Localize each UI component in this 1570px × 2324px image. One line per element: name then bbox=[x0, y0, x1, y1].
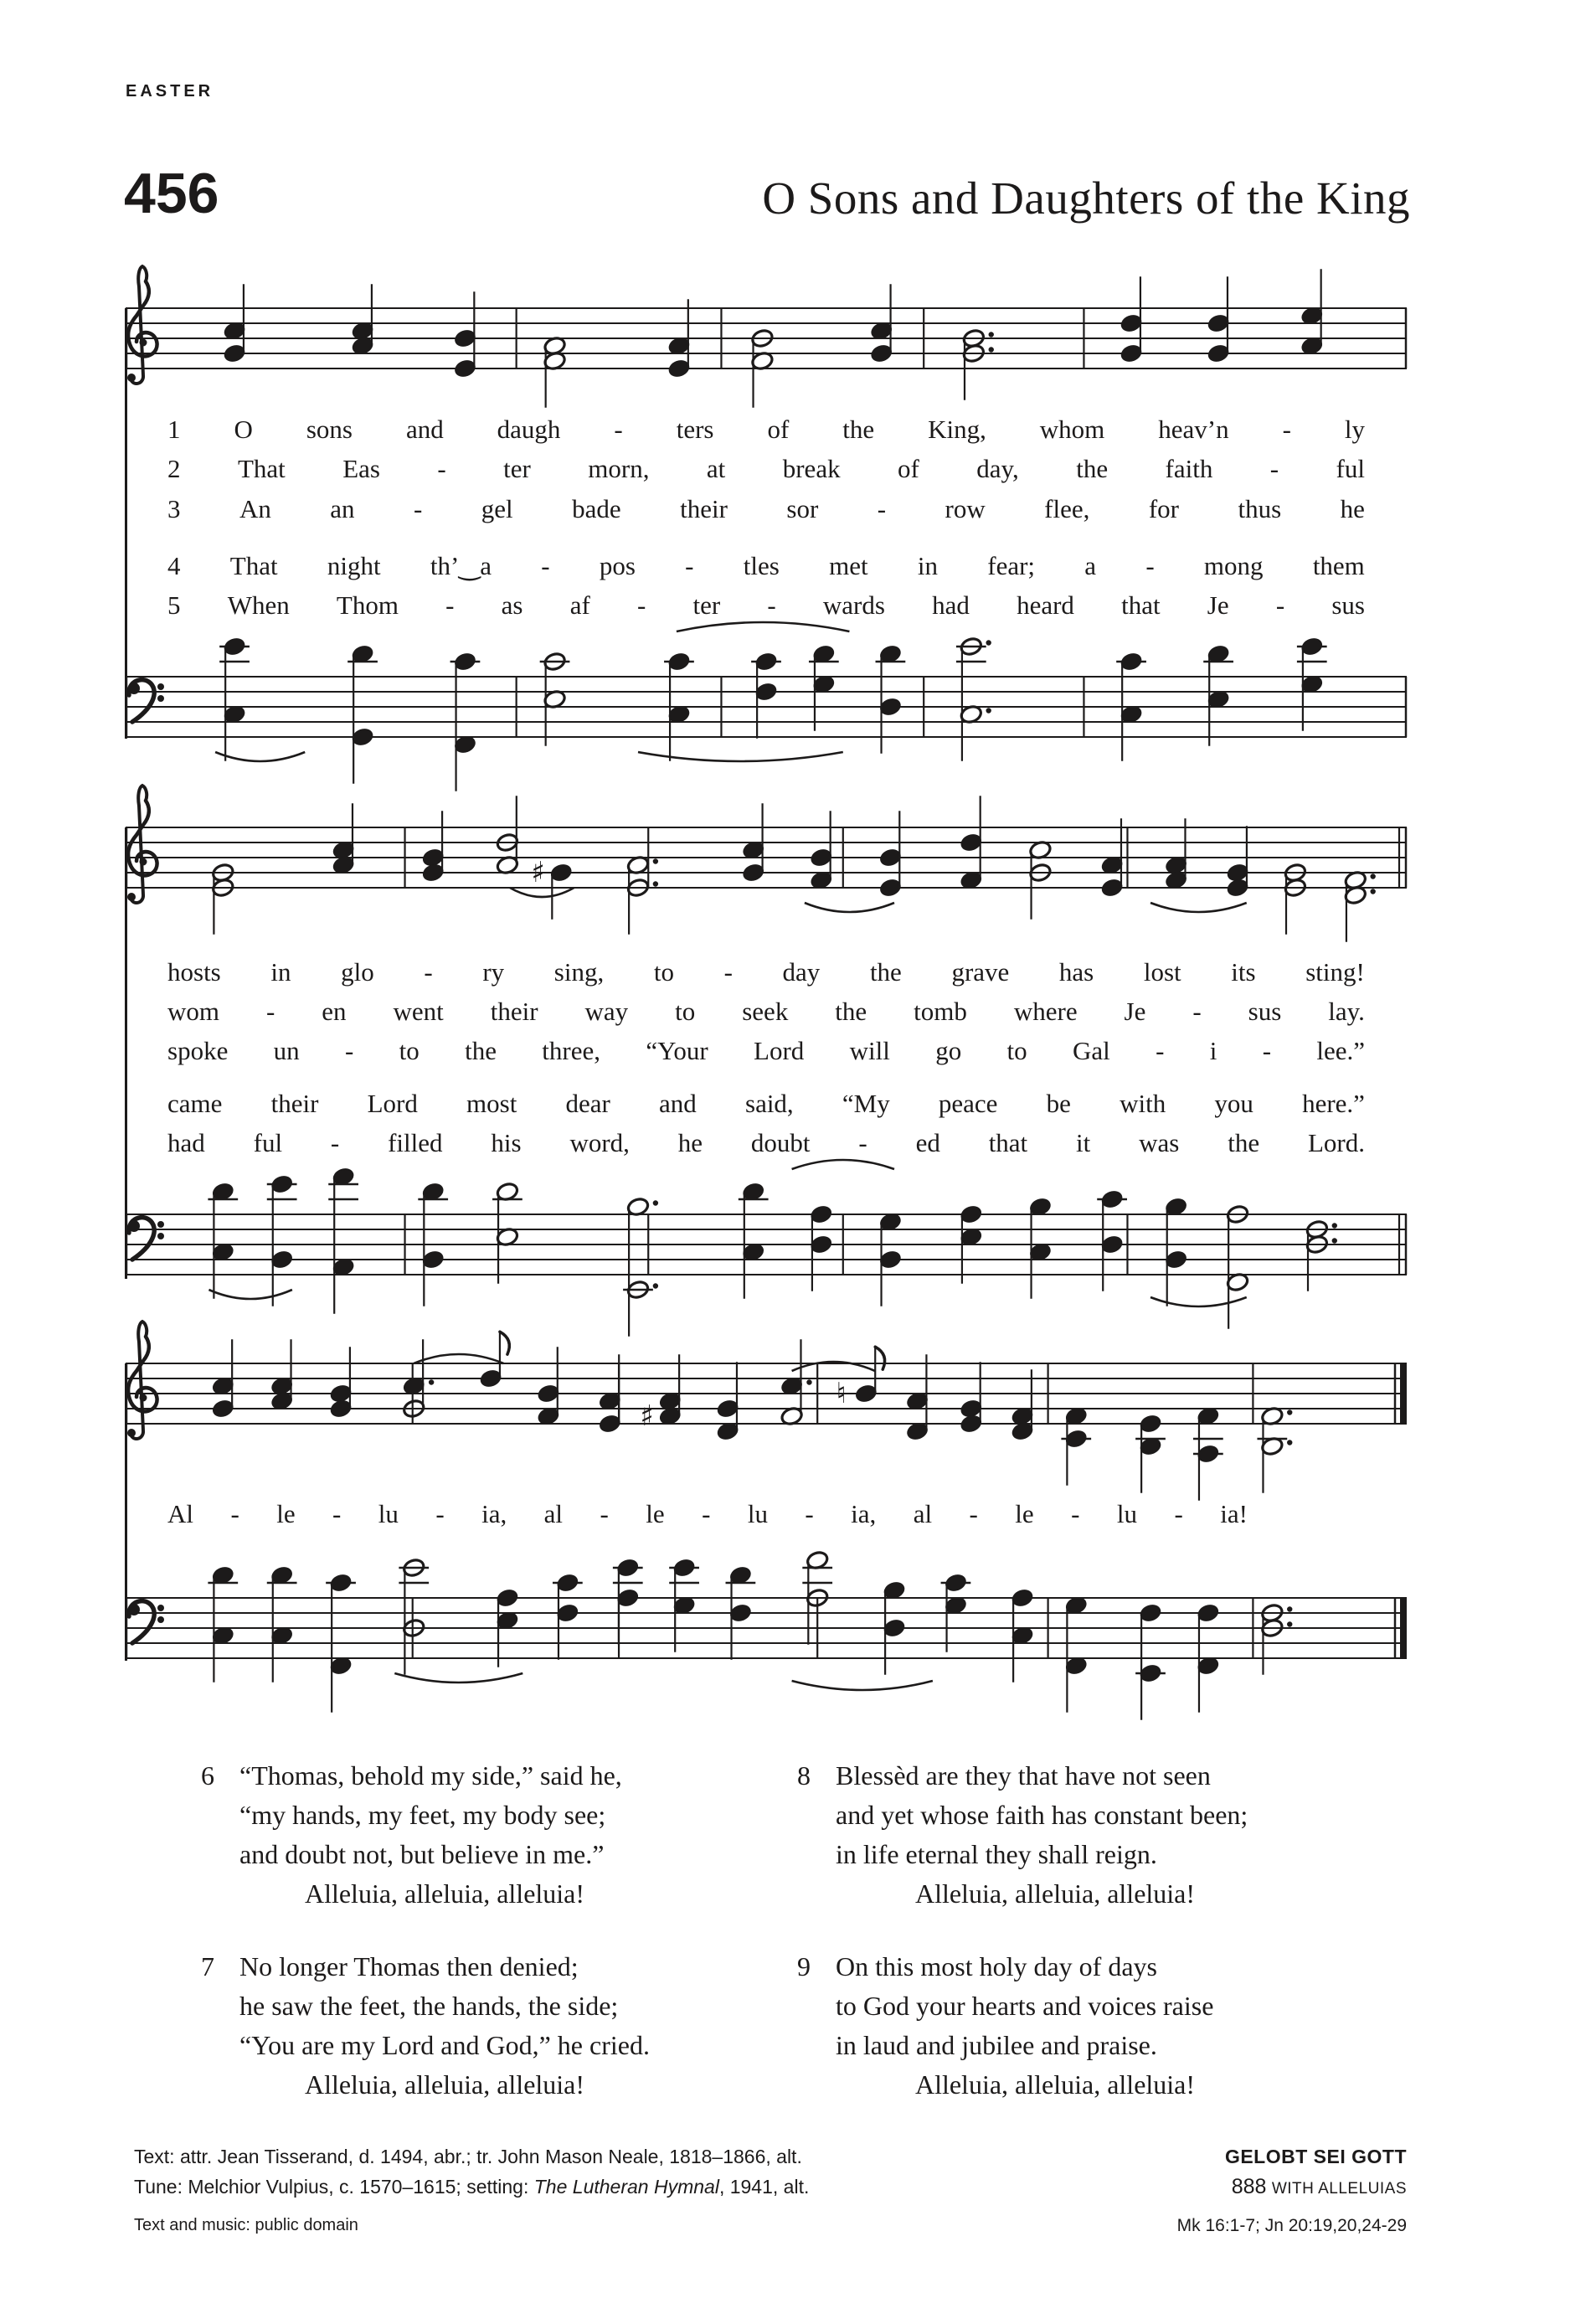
lyric-token: sons bbox=[306, 415, 353, 444]
lyric-token: a bbox=[1084, 551, 1097, 580]
lyric-token: wards bbox=[822, 590, 885, 620]
rights-notice: Text and music: public domain bbox=[134, 2216, 358, 2234]
lyric-token: 5 bbox=[167, 590, 181, 620]
lyric-token: ia! bbox=[1220, 1499, 1248, 1528]
lyric-token: heard bbox=[1017, 590, 1074, 620]
lyric-token: ful bbox=[1336, 454, 1365, 483]
lyric-token: “My bbox=[842, 1089, 890, 1118]
verse-7 bbox=[201, 1947, 675, 2105]
lyric-token: day bbox=[782, 957, 821, 987]
lyric-token: bade bbox=[572, 494, 621, 523]
lyric-token: the bbox=[869, 957, 902, 987]
lyric-token: the bbox=[842, 415, 875, 444]
lyric-token: thus bbox=[1238, 494, 1282, 523]
lyric-token: the bbox=[465, 1036, 497, 1065]
lyric-token: his bbox=[491, 1128, 522, 1157]
lyric-token: en bbox=[322, 997, 347, 1026]
lyric-line-verse-5b bbox=[167, 1128, 1365, 1158]
lyric-line-verse-1 bbox=[167, 415, 1365, 445]
verse-refrain: Alleluia, alleluia, alleluia! bbox=[914, 1878, 1196, 1909]
lyric-token: of bbox=[767, 415, 790, 444]
text-credit: Text: attr. Jean Tisserand, d. 1494, abr.; tr. John Mason Neale, 1818–1866, alt. bbox=[134, 2146, 802, 2167]
lyric-token: night bbox=[327, 551, 381, 580]
lyric-token: dear bbox=[565, 1089, 610, 1118]
lyric-token: to bbox=[399, 1036, 420, 1065]
lyric-token: sus bbox=[1248, 997, 1282, 1026]
verse-line: in laud and jubilee and praise. bbox=[836, 2030, 1157, 2060]
lyric-token: - bbox=[767, 590, 776, 620]
verse-line: On this most holy day of days bbox=[836, 1951, 1157, 1981]
verse-8 bbox=[797, 1756, 1300, 1914]
hymn-number: 456 bbox=[124, 162, 219, 225]
lyric-token: here.” bbox=[1302, 1089, 1365, 1118]
lyric-token: - bbox=[614, 415, 623, 444]
lyric-token: go bbox=[935, 1036, 962, 1065]
lyric-token: their bbox=[270, 1089, 319, 1118]
lyric-token: lu bbox=[1116, 1499, 1137, 1528]
lyric-token: and bbox=[405, 415, 444, 444]
lyric-token: fear; bbox=[987, 551, 1036, 580]
lyric-token: mong bbox=[1203, 551, 1264, 580]
lyric-token: Thom bbox=[336, 590, 399, 620]
lyric-token: three, bbox=[542, 1036, 601, 1065]
verse-refrain: Alleluia, alleluia, alleluia! bbox=[914, 2069, 1196, 2100]
lyric-token: that bbox=[988, 1128, 1028, 1157]
lyric-token: - bbox=[1156, 1036, 1165, 1065]
lyric-token: ters bbox=[676, 415, 714, 444]
lyric-token: ed bbox=[915, 1128, 940, 1157]
lyric-token: i bbox=[1209, 1036, 1217, 1065]
lyric-line-verse-4b bbox=[167, 1089, 1365, 1119]
lyric-token: Je bbox=[1207, 590, 1229, 620]
lyric-token: ter bbox=[692, 590, 721, 620]
lyric-token: Lord bbox=[367, 1089, 418, 1118]
lyric-token: lay. bbox=[1328, 997, 1365, 1026]
lyric-token: - bbox=[424, 957, 433, 987]
lyric-token: in bbox=[917, 551, 938, 580]
lyric-line-verse-1b bbox=[167, 957, 1365, 987]
lyric-token: - bbox=[636, 590, 646, 620]
tune-name: GELOBT SEI GOTT bbox=[1224, 2146, 1407, 2167]
lyric-token: O bbox=[234, 415, 253, 444]
lyric-token: - bbox=[332, 1499, 342, 1528]
lyric-token: - bbox=[1262, 1036, 1272, 1065]
verse-line: in life eternal they shall reign. bbox=[836, 1839, 1157, 1869]
lyric-token: had bbox=[167, 1128, 205, 1157]
tune-credit: Tune: Melchior Vulpius, c. 1570–1615; setting: The Lutheran Hymnal, 1941, alt. bbox=[134, 2176, 810, 2198]
lyric-token: 4 bbox=[167, 551, 181, 580]
lyric-token: le bbox=[276, 1499, 296, 1528]
lyric-token: Lord. bbox=[1307, 1128, 1365, 1157]
lyric-token: with bbox=[1120, 1089, 1166, 1118]
lyric-line-alleluia bbox=[167, 1499, 1248, 1529]
lyric-token: lu bbox=[378, 1499, 399, 1528]
lyric-token: That bbox=[237, 454, 286, 483]
lyric-token: peace bbox=[938, 1089, 998, 1118]
lyric-line-verse-2b bbox=[167, 997, 1365, 1027]
lyric-token: you bbox=[1214, 1089, 1253, 1118]
lyric-token: has bbox=[1058, 957, 1094, 987]
lyric-token: said, bbox=[745, 1089, 794, 1118]
lyric-token: - bbox=[1145, 551, 1155, 580]
lyric-token: he bbox=[677, 1128, 703, 1157]
lyric-token: lu bbox=[747, 1499, 768, 1528]
lyric-token: ter bbox=[503, 454, 531, 483]
lyric-token: them bbox=[1312, 551, 1365, 580]
verse-refrain: Alleluia, alleluia, alleluia! bbox=[304, 1878, 585, 1909]
lyric-token: - bbox=[1282, 415, 1291, 444]
lyric-token: - bbox=[437, 454, 446, 483]
lyric-token: for bbox=[1148, 494, 1179, 523]
lyric-token: le bbox=[646, 1499, 665, 1528]
lyric-token: - bbox=[445, 590, 455, 620]
lyric-token: it bbox=[1076, 1128, 1091, 1157]
lyric-token: al bbox=[913, 1499, 933, 1528]
lyric-token: went bbox=[393, 997, 444, 1026]
verse-line: No longer Thomas then denied; bbox=[239, 1951, 579, 1981]
verse-line: “my hands, my feet, my body see; bbox=[239, 1800, 606, 1830]
lyric-line-verse-5 bbox=[167, 590, 1365, 621]
lyric-token: un bbox=[273, 1036, 300, 1065]
lyric-token: seek bbox=[742, 997, 789, 1026]
lyric-token: - bbox=[702, 1499, 711, 1528]
lyric-token: the bbox=[1228, 1128, 1260, 1157]
lyric-token: row bbox=[945, 494, 986, 523]
lyric-token: Lord bbox=[754, 1036, 805, 1065]
treble-staff-system-2 bbox=[117, 769, 1423, 987]
lyric-token: - bbox=[805, 1499, 814, 1528]
lyric-token: - bbox=[877, 494, 887, 523]
verse-number: 6 bbox=[201, 1760, 214, 1791]
lyric-token: that bbox=[1121, 590, 1161, 620]
hymn-title: O Sons and Daughters of the King bbox=[762, 173, 1410, 224]
lyric-token: the bbox=[1076, 454, 1109, 483]
lyric-token: ly bbox=[1344, 415, 1365, 444]
lyric-token: sting! bbox=[1305, 957, 1365, 987]
verse-refrain: Alleluia, alleluia, alleluia! bbox=[304, 2069, 585, 2100]
lyric-token: sor bbox=[786, 494, 819, 523]
verse-line: Blessèd are they that have not seen bbox=[836, 1760, 1211, 1791]
lyric-token: was bbox=[1139, 1128, 1180, 1157]
lyric-token: - bbox=[330, 1128, 340, 1157]
lyric-token: - bbox=[230, 1499, 239, 1528]
lyric-token: an bbox=[330, 494, 355, 523]
lyric-token: ry bbox=[482, 957, 505, 987]
verse-line: and doubt not, but believe in me.” bbox=[239, 1839, 605, 1869]
lyric-token: Eas bbox=[342, 454, 380, 483]
lyric-token: hosts bbox=[167, 957, 221, 987]
lyric-token: af bbox=[569, 590, 590, 620]
verse-line: “You are my Lord and God,” he cried. bbox=[239, 2030, 650, 2060]
lyric-token: flee, bbox=[1044, 494, 1090, 523]
lyric-token: most bbox=[466, 1089, 517, 1118]
bass-staff-system-3 bbox=[117, 1539, 1423, 1757]
verse-9 bbox=[797, 1947, 1300, 2105]
lyric-token: where bbox=[1013, 997, 1078, 1026]
lyric-token: of bbox=[898, 454, 919, 483]
lyric-token: spoke bbox=[167, 1036, 229, 1065]
verse-6 bbox=[201, 1756, 675, 1914]
lyric-token: the bbox=[835, 997, 867, 1026]
lyric-token: ia, bbox=[851, 1499, 877, 1528]
lyric-token: - bbox=[858, 1128, 867, 1157]
lyric-token: - bbox=[435, 1499, 445, 1528]
lyric-line-verse-2 bbox=[167, 454, 1365, 484]
lyric-token: to bbox=[653, 957, 674, 987]
lyric-token: gel bbox=[481, 494, 513, 523]
lyric-token: heav’n bbox=[1158, 415, 1229, 444]
lyric-token: met bbox=[829, 551, 868, 580]
svg-text:♮: ♮ bbox=[836, 1377, 847, 1410]
lyric-token: he bbox=[1340, 494, 1365, 523]
lyric-token: Gal bbox=[1072, 1036, 1110, 1065]
lyric-token: - bbox=[1174, 1499, 1183, 1528]
lyric-token: at bbox=[706, 454, 726, 483]
lyric-token: will bbox=[849, 1036, 890, 1065]
lyric-token: 3 bbox=[167, 494, 181, 523]
scripture-reference: Mk 16:1-7; Jn 20:19,20,24-29 bbox=[1176, 2216, 1407, 2235]
lyric-line-verse-3b bbox=[167, 1036, 1365, 1066]
verse-line: he saw the feet, the hands, the side; bbox=[239, 1991, 619, 2021]
lyric-token: ia, bbox=[481, 1499, 507, 1528]
svg-text:♯: ♯ bbox=[531, 856, 545, 889]
lyric-token: King, bbox=[928, 415, 986, 444]
lyric-token: came bbox=[167, 1089, 223, 1118]
lyric-token: as bbox=[501, 590, 523, 620]
verse-number: 7 bbox=[201, 1951, 214, 1981]
lyric-token: - bbox=[1269, 454, 1279, 483]
lyric-token: pos bbox=[599, 551, 636, 580]
lyric-token: way bbox=[584, 997, 629, 1026]
lyric-token: wom bbox=[167, 997, 219, 1026]
lyric-token: daugh bbox=[497, 415, 561, 444]
verse-line: to God your hearts and voices raise bbox=[836, 1991, 1214, 2021]
lyric-token: That bbox=[229, 551, 278, 580]
lyric-token: “Your bbox=[646, 1036, 708, 1065]
lyric-token: to bbox=[675, 997, 696, 1026]
lyric-token: their bbox=[490, 997, 538, 1026]
lyric-token: filled bbox=[388, 1128, 443, 1157]
lyric-token: - bbox=[541, 551, 550, 580]
lyric-token: whom bbox=[1039, 415, 1105, 444]
lyric-token: sing, bbox=[553, 957, 605, 987]
lyric-token: lost bbox=[1143, 957, 1181, 987]
lyric-token: grave bbox=[951, 957, 1010, 987]
meter: 888 WITH ALLELUIAS bbox=[1231, 2175, 1407, 2198]
lyric-token: - bbox=[1275, 590, 1285, 620]
section-category-label: EASTER bbox=[126, 82, 214, 100]
lyric-token: - bbox=[1192, 997, 1202, 1026]
lyric-token: al bbox=[543, 1499, 564, 1528]
lyric-token: glo bbox=[341, 957, 374, 987]
lyric-token: and bbox=[659, 1089, 697, 1118]
lyric-token: - bbox=[344, 1036, 354, 1065]
lyric-token: th’‿a bbox=[430, 551, 492, 580]
verse-line: and yet whose faith has constant been; bbox=[836, 1800, 1248, 1830]
lyric-token: morn, bbox=[588, 454, 650, 483]
lyric-token: - bbox=[414, 494, 423, 523]
svg-text:♯: ♯ bbox=[640, 1399, 654, 1433]
lyric-token: When bbox=[227, 590, 290, 620]
lyric-token: le bbox=[1015, 1499, 1034, 1528]
lyric-token: - bbox=[723, 957, 733, 987]
lyric-token: had bbox=[932, 590, 970, 620]
lyric-token: faith bbox=[1165, 454, 1213, 483]
lyric-token: An bbox=[239, 494, 271, 523]
lyric-token: to bbox=[1006, 1036, 1027, 1065]
lyric-token: 2 bbox=[167, 454, 181, 483]
lyric-token: Je bbox=[1124, 997, 1146, 1026]
lyric-token: - bbox=[685, 551, 694, 580]
lyric-token: ful bbox=[253, 1128, 283, 1157]
lyric-token: lee.” bbox=[1316, 1036, 1365, 1065]
lyric-token: tomb bbox=[914, 997, 967, 1026]
lyric-token: sus bbox=[1331, 590, 1365, 620]
verse-number: 9 bbox=[797, 1951, 811, 1981]
treble-staff-system-3 bbox=[117, 1305, 1423, 1523]
lyric-token: break bbox=[782, 454, 841, 483]
lyric-token: doubt bbox=[750, 1128, 811, 1157]
lyric-token: - bbox=[969, 1499, 978, 1528]
verse-line: “Thomas, behold my side,” said he, bbox=[239, 1760, 622, 1791]
lyric-token: - bbox=[1071, 1499, 1080, 1528]
lyric-token: - bbox=[265, 997, 275, 1026]
lyric-token: be bbox=[1046, 1089, 1071, 1118]
lyric-token: tles bbox=[743, 551, 780, 580]
lyric-token: day, bbox=[976, 454, 1019, 483]
lyric-token: their bbox=[680, 494, 728, 523]
lyric-token: Al bbox=[167, 1499, 193, 1528]
lyric-token: in bbox=[270, 957, 291, 987]
lyric-line-verse-3 bbox=[167, 494, 1365, 524]
lyric-token: its bbox=[1231, 957, 1256, 987]
lyric-line-verse-4 bbox=[167, 551, 1365, 581]
lyric-token: - bbox=[600, 1499, 609, 1528]
lyric-token: word, bbox=[569, 1128, 630, 1157]
verse-number: 8 bbox=[797, 1760, 811, 1791]
lyric-token: 1 bbox=[167, 415, 181, 444]
